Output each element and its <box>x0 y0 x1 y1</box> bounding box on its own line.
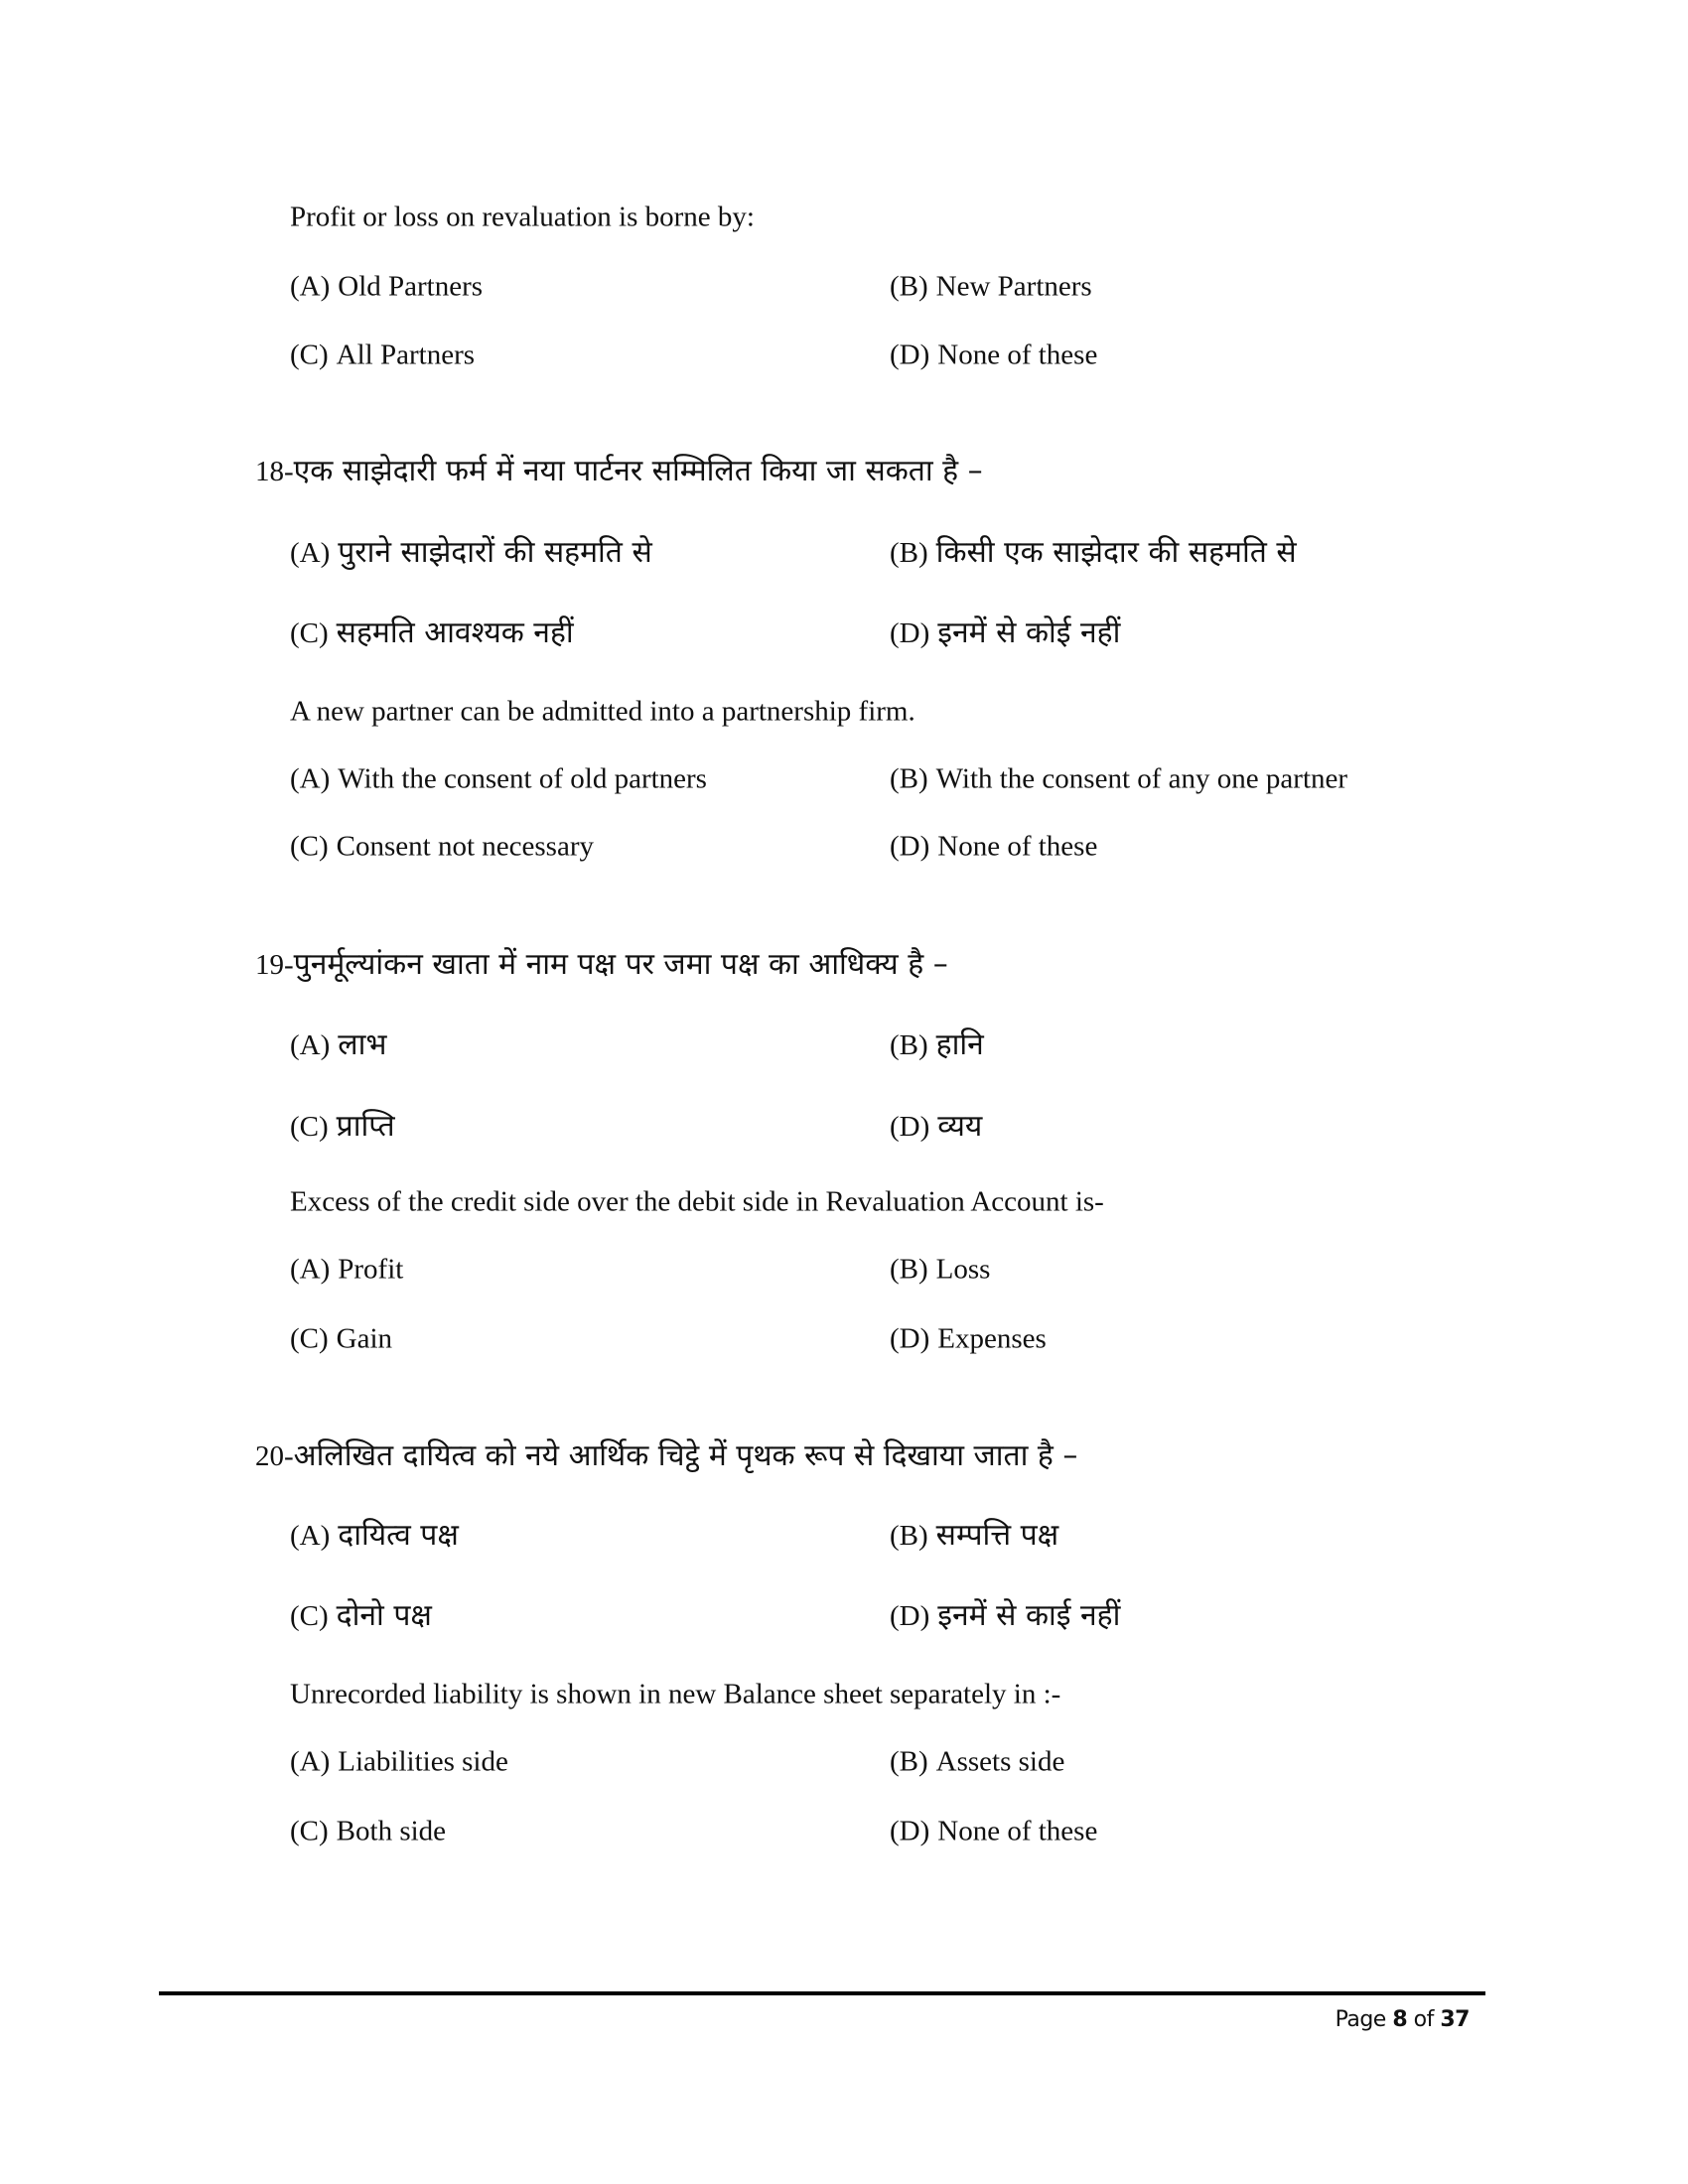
option-text: Both side <box>336 1815 447 1847</box>
option-text: Assets side <box>935 1745 1065 1778</box>
option-letter: (C) <box>290 830 329 863</box>
q17-option-b <box>890 270 1092 303</box>
q19-hindi-option-b <box>890 1027 984 1062</box>
option-text: हानि <box>935 1027 984 1062</box>
q19-hindi-option-a <box>290 1027 387 1062</box>
option-letter: (A) <box>290 537 331 569</box>
q17-option-a <box>290 270 484 303</box>
option-letter: (D) <box>890 1111 930 1143</box>
q17-option-c <box>290 341 475 370</box>
option-letter: (C) <box>290 1815 329 1847</box>
option-text: All Partners <box>336 339 476 371</box>
q20-hindi-option-b <box>890 1518 1059 1553</box>
option-letter: (B) <box>890 537 928 569</box>
option-text: None of these <box>937 830 1098 863</box>
option-text: New Partners <box>935 270 1092 303</box>
option-text: सहमति आवश्यक नहीं <box>336 615 574 650</box>
option-letter: (C) <box>290 1600 329 1632</box>
option-letter: (D) <box>890 830 930 863</box>
question-17-english-text: Profit or loss on revaluation is borne by: <box>290 201 755 233</box>
option-letter: (A) <box>290 270 331 303</box>
option-letter: (D) <box>890 617 930 649</box>
option-text: दोनो पक्ष <box>336 1598 432 1633</box>
q19-option-d <box>890 1322 1047 1355</box>
option-text: इनमें से कोई नहीं <box>937 615 1121 650</box>
option-letter: (B) <box>890 1029 928 1061</box>
q20-option-a <box>290 1745 508 1778</box>
q19-option-c <box>290 1322 393 1355</box>
option-letter: (B) <box>890 1253 928 1286</box>
page-label: Page <box>1335 2007 1386 2032</box>
option-letter: (D) <box>890 1322 930 1355</box>
option-text: व्यय <box>937 1109 983 1144</box>
option-letter: (D) <box>890 339 930 371</box>
option-text: Profit <box>338 1253 404 1286</box>
question-text: एक साझेदारी फर्म में नया पार्टनर सम्मिलित किया जा सकता है – <box>293 454 983 488</box>
q18-option-a <box>290 762 707 795</box>
option-letter: (A) <box>290 762 331 795</box>
question-20-english-text: Unrecorded liability is shown in new Balance sheet separately in :- <box>290 1678 1061 1710</box>
q19-hindi-option-c <box>290 1109 395 1144</box>
option-text: दायित्व पक्ष <box>338 1518 459 1553</box>
option-letter: (A) <box>290 1520 331 1552</box>
option-text: None of these <box>937 1815 1098 1847</box>
q20-option-c <box>290 1815 447 1847</box>
option-text: Liabilities side <box>338 1745 508 1778</box>
total-pages: 37 <box>1440 2007 1470 2032</box>
option-text: किसी एक साझेदार की सहमति से <box>935 535 1297 570</box>
q18-hindi-option-a <box>290 535 652 570</box>
option-text: Loss <box>935 1253 991 1286</box>
question-number: 20- <box>255 1440 294 1472</box>
option-text: इनमें से काई नहीं <box>937 1598 1121 1633</box>
option-letter: (D) <box>890 1600 930 1632</box>
option-text: With the consent of any one partner <box>935 762 1348 795</box>
q18-option-b <box>890 762 1348 795</box>
option-text: With the consent of old partners <box>338 762 707 795</box>
option-text: None of these <box>937 339 1098 371</box>
q20-hindi-option-c <box>290 1598 432 1633</box>
option-letter: (B) <box>890 1520 928 1552</box>
q18-hindi-option-b <box>890 535 1297 570</box>
option-text: Gain <box>336 1322 393 1355</box>
q20-option-d <box>890 1815 1098 1847</box>
option-letter: (D) <box>890 1815 930 1847</box>
question-number: 18- <box>255 456 294 487</box>
question-text: पुनर्मूल्यांकन खाता में नाम पक्ष पर जमा पक्ष का आधिक्य है – <box>293 947 948 982</box>
option-text: Consent not necessary <box>336 830 595 863</box>
option-letter: (C) <box>290 1111 329 1143</box>
question-18-english-text: A new partner can be admitted into a partnership firm. <box>290 695 915 728</box>
question-text: अलिखित दायित्व को नये आर्थिक चिट्ठे में पृथक रूप से दिखाया जाता है – <box>293 1438 1078 1473</box>
q20-option-b <box>890 1745 1065 1778</box>
q19-option-a <box>290 1253 404 1286</box>
footer-divider <box>159 1991 1485 1995</box>
option-text: लाभ <box>338 1027 387 1062</box>
option-letter: (A) <box>290 1253 331 1286</box>
option-letter: (B) <box>890 1745 928 1778</box>
option-letter: (C) <box>290 339 329 371</box>
question-19-hindi <box>255 947 948 982</box>
q19-hindi-option-d <box>890 1109 983 1144</box>
option-text: Old Partners <box>338 270 484 303</box>
option-letter: (B) <box>890 762 928 795</box>
option-letter: (C) <box>290 1322 329 1355</box>
question-18-hindi <box>255 454 983 488</box>
question-20-hindi <box>255 1438 1078 1473</box>
q18-hindi-option-d <box>890 615 1121 650</box>
current-page: 8 <box>1392 2007 1408 2032</box>
option-letter: (B) <box>890 270 928 303</box>
q20-hindi-option-a <box>290 1518 459 1553</box>
option-letter: (C) <box>290 617 329 649</box>
question-19-english-text: Excess of the credit side over the debit side in Revaluation Account is- <box>290 1185 1104 1218</box>
q19-option-b <box>890 1253 991 1286</box>
q18-option-c <box>290 830 595 863</box>
option-letter: (A) <box>290 1029 331 1061</box>
option-text: पुराने साझेदारों की सहमति से <box>338 535 652 570</box>
q18-option-d <box>890 830 1098 863</box>
q18-hindi-option-c <box>290 615 574 650</box>
page-number <box>1336 2007 1470 2032</box>
q20-hindi-option-d <box>890 1598 1121 1633</box>
option-letter: (A) <box>290 1745 331 1778</box>
question-number: 19- <box>255 949 294 981</box>
of-label: of <box>1413 2007 1434 2032</box>
option-text: सम्पत्ति पक्ष <box>935 1518 1059 1553</box>
q17-option-d <box>890 341 1097 370</box>
option-text: Expenses <box>937 1322 1047 1355</box>
option-text: प्राप्ति <box>336 1109 395 1144</box>
